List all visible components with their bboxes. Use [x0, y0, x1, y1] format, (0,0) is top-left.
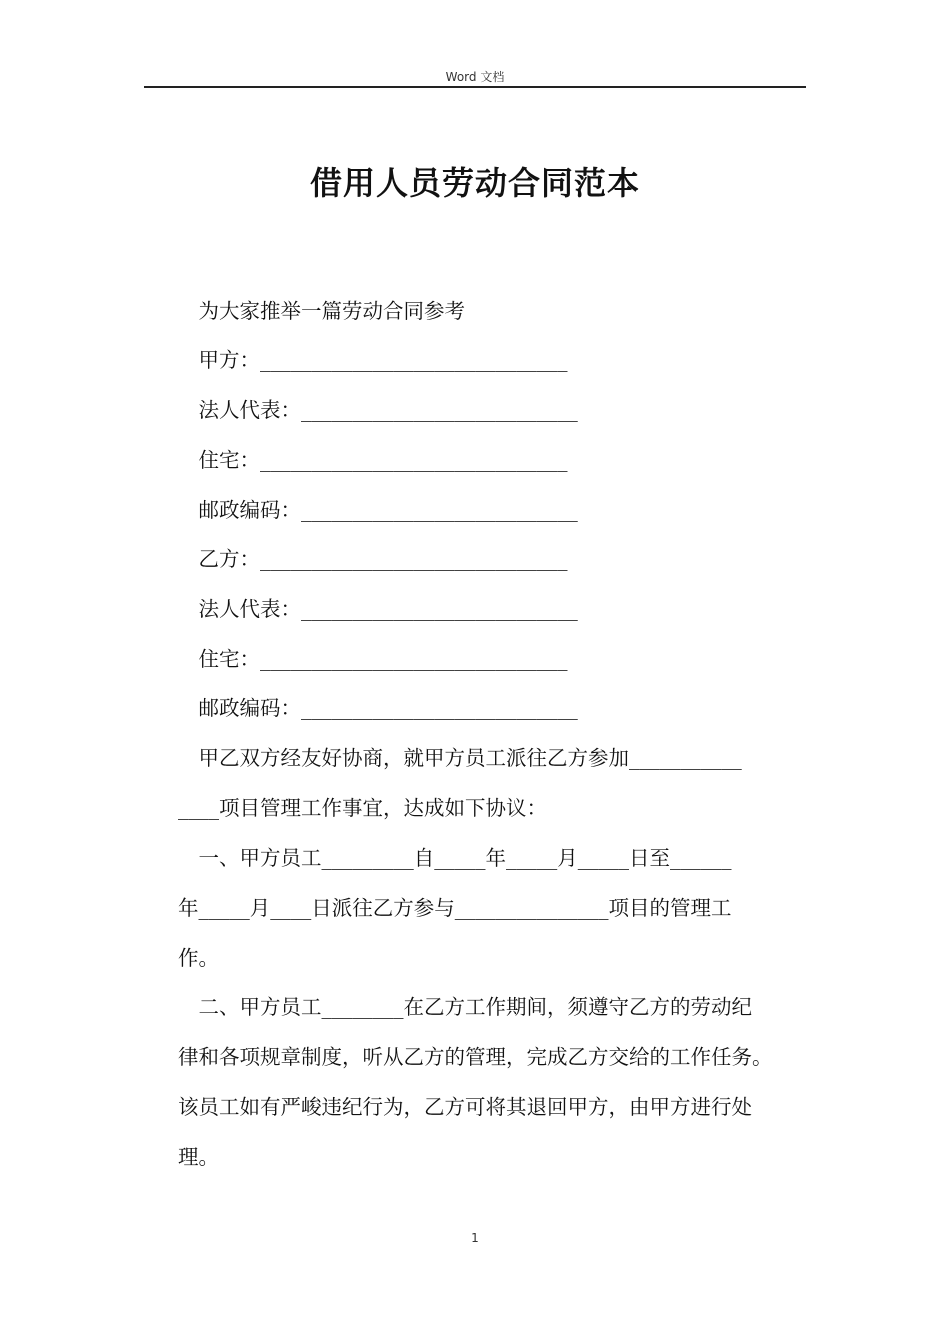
clause-1-line: 年_____月____日派往乙方参与_______________项目的管理工: [178, 896, 732, 920]
field-party-a-postcode: 邮政编码：___________________________: [178, 498, 578, 522]
paragraph-agreement-line: 甲乙双方经友好协商，就甲方员工派往乙方参加___________: [178, 746, 742, 770]
field-party-a: 甲方：______________________________: [178, 348, 568, 372]
field-party-b-address: 住宅：______________________________: [178, 647, 568, 671]
clause-2-line: 理。: [178, 1145, 219, 1169]
field-party-b-legal-rep: 法人代表：___________________________: [178, 597, 578, 621]
field-party-a-legal-rep: 法人代表：___________________________: [178, 398, 578, 422]
paragraph-agreement-line: ____项目管理工作事宜，达成如下协议：: [178, 796, 547, 820]
page-header-label: Word 文档: [445, 70, 505, 84]
page-number: 1: [471, 1231, 479, 1245]
clause-1-line: 一、甲方员工_________自_____年_____月_____日至______: [178, 846, 732, 870]
clause-2-line: 律和各项规章制度，听从乙方的管理，完成乙方交给的工作任务。: [178, 1045, 773, 1069]
field-party-a-address: 住宅：______________________________: [178, 448, 568, 472]
clause-1-line: 作。: [178, 946, 219, 970]
clause-2-line: 二、甲方员工________在乙方工作期间，须遵守乙方的劳动纪: [178, 995, 752, 1019]
paragraph-intro: 为大家推举一篇劳动合同参考: [178, 299, 465, 323]
clause-2-line: 该员工如有严峻违纪行为，乙方可将其退回甲方，由甲方进行处: [178, 1095, 752, 1119]
field-party-b: 乙方：______________________________: [178, 547, 568, 571]
document-title: 借用人员劳动合同范本: [309, 164, 640, 202]
field-party-b-postcode: 邮政编码：___________________________: [178, 696, 578, 720]
header-divider: [144, 86, 806, 88]
